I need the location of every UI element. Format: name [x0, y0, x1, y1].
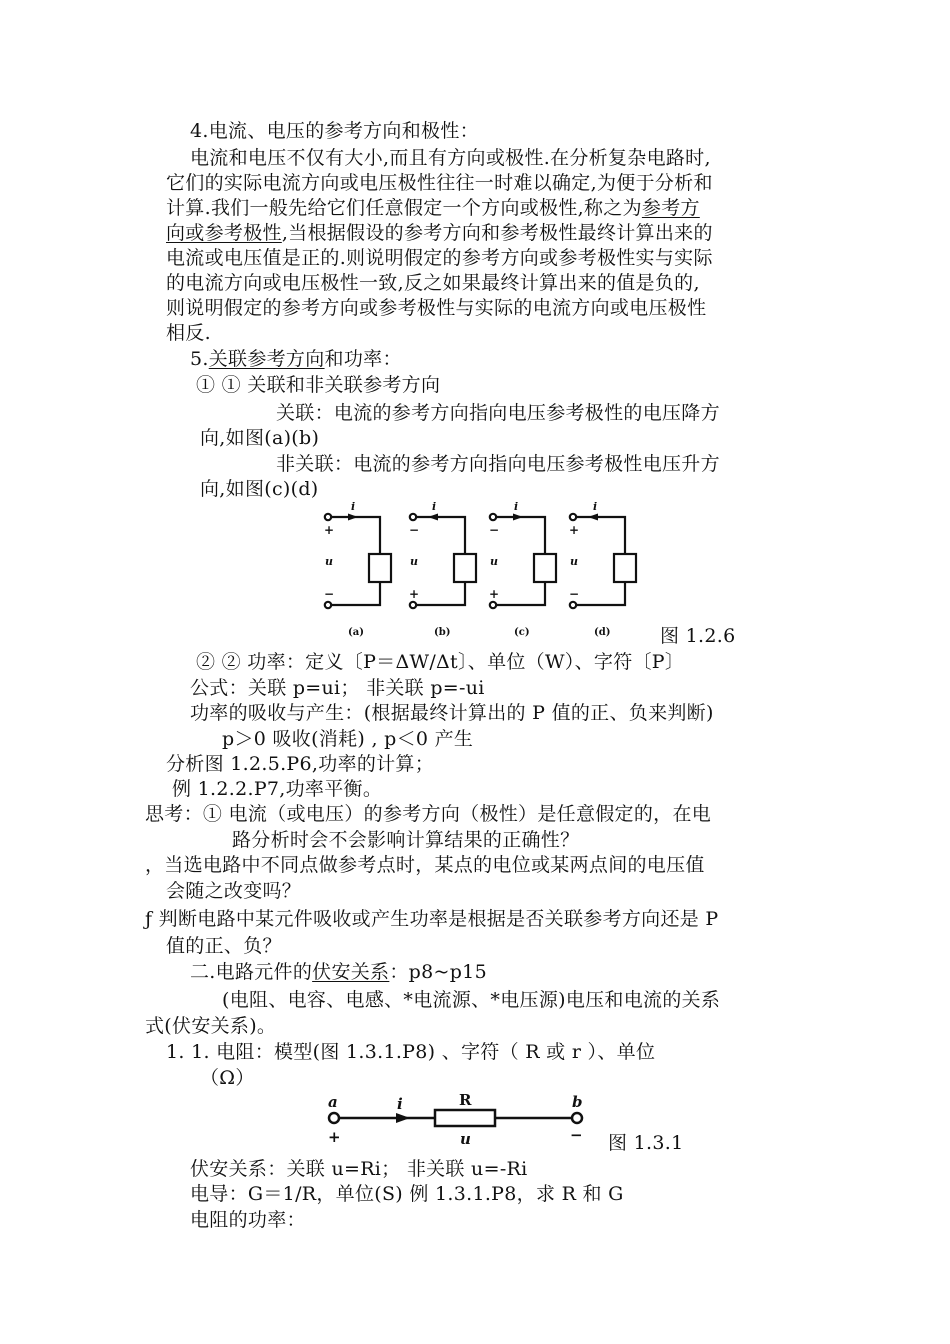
voltage-label: u	[490, 555, 498, 568]
figure-1-2-6-circuits	[318, 502, 648, 642]
question-line: 会随之改变吗？	[166, 880, 302, 902]
paragraph-line: 相反.	[166, 322, 211, 344]
paragraph-line: 伏安关系：关联 u=Ri； 非关联 u=-Ri	[190, 1158, 528, 1180]
paragraph-line: p＞0 吸收(消耗) , p＜0 产生	[222, 728, 474, 750]
paragraph-line: 1. 1. 电阻：模型(图 1.3.1.P8) 、字符（ R 或 r ）、单位	[166, 1041, 656, 1063]
subfigure-label-c: (c)	[514, 627, 530, 638]
paragraph-line: 功率的吸收与产生：(根据最终计算出的 P 值的正、负来判断)	[190, 702, 714, 724]
minus-sign: −	[409, 523, 420, 537]
paragraph-line: 电流或电压值是正的.则说明假定的参考方向或参考极性实与实际	[166, 247, 713, 269]
figure-1-3-1-resistor	[320, 1088, 595, 1150]
question-line: 思考：① 电流（或电压）的参考方向（极性）是任意假定的，在电	[145, 803, 712, 825]
paragraph-line: 的电流方向或电压极性一致,反之如果最终计算出来的值是负的,	[166, 272, 700, 294]
arrow-right-icon	[513, 514, 523, 521]
paragraph-line: 向或参考极性,当根据假设的参考方向和参考极性最终计算出来的	[166, 222, 713, 244]
current-label: i	[514, 502, 519, 513]
arrow-left-icon	[428, 514, 438, 521]
section-2-heading: 二.电路元件的伏安关系：p8~p15	[190, 961, 487, 983]
paragraph-line: 计算.我们一般先给它们任意假定一个方向或极性,称之为参考方	[166, 197, 700, 219]
node-label-b: b	[572, 1093, 583, 1111]
section-4-heading: 4.电流、电压的参考方向和极性：	[190, 120, 479, 142]
paragraph-line: 式(伏安关系)。	[145, 1015, 277, 1037]
term-underlined: 向或参考极性	[166, 222, 282, 244]
resistor-label: R	[459, 1091, 472, 1109]
minus-sign: −	[324, 587, 335, 601]
arrow-left-icon	[588, 514, 598, 521]
paragraph-line: 例 1.2.2.P7,功率平衡。	[172, 778, 383, 800]
paragraph-line: 公式：关联 p=ui； 非关联 p=-ui	[190, 677, 485, 699]
subsection-heading: ① ① 关联和非关联参考方向	[196, 374, 441, 396]
voltage-label: u	[410, 555, 418, 568]
arrow-right-icon	[396, 1113, 410, 1123]
paragraph-line: 向,如图(a)(b)	[200, 427, 320, 449]
current-label: i	[351, 502, 356, 513]
paragraph-line: (电阻、电容、电感、*电流源、*电压源)电压和电流的关系	[222, 989, 721, 1011]
figure-caption: 图 1.2.6	[660, 625, 736, 647]
paragraph-line: 电导：G＝1/R，单位(S) 例 1.3.1.P8，求 R 和 G	[190, 1183, 624, 1205]
subfigure-label-d: (d)	[594, 627, 611, 638]
minus-sign: −	[569, 587, 580, 601]
question-line: 路分析时会不会影响计算结果的正确性？	[232, 829, 580, 851]
paragraph-line: （Ω）	[200, 1067, 255, 1089]
current-label: i	[397, 1095, 403, 1113]
paragraph-line: 分析图 1.2.5.P6,功率的计算；	[166, 753, 435, 775]
figure-caption: 图 1.3.1	[608, 1132, 684, 1154]
voltage-label: u	[460, 1130, 471, 1148]
plus-sign: +	[324, 523, 335, 537]
subfigure-label-b: (b)	[434, 627, 451, 638]
plus-sign: +	[409, 587, 420, 601]
paragraph-line: 电阻的功率：	[190, 1209, 306, 1231]
paragraph-line: 向,如图(c)(d)	[200, 478, 319, 500]
current-label: i	[432, 502, 437, 513]
plus-sign: +	[569, 523, 580, 537]
arrow-right-icon	[348, 514, 358, 521]
current-label: i	[593, 502, 598, 513]
plus-sign: +	[328, 1128, 341, 1146]
paragraph-line: 非关联：电流的参考方向指向电压参考极性电压升方	[276, 453, 720, 475]
subfigure-label-a: (a)	[348, 627, 364, 638]
paragraph-line: 它们的实际电流方向或电压极性往往一时难以确定,为便于分析和	[166, 172, 713, 194]
question-line: ƒ 判断电路中某元件吸收或产生功率是根据是否关联参考方向还是 P	[145, 908, 719, 930]
paragraph-line: 关联：电流的参考方向指向电压参考极性的电压降方	[276, 402, 720, 424]
voltage-label: u	[570, 555, 578, 568]
minus-sign: −	[570, 1126, 583, 1144]
question-line: ，当选电路中不同点做参考点时，某点的电位或某两点间的电压值	[145, 854, 705, 876]
question-line: 值的正、负？	[166, 935, 282, 957]
subsection-heading: ② ② 功率：定义〔P＝ΔW/Δt〕、单位（W）、字符〔P〕	[196, 651, 685, 673]
section-5-heading: 5.关联参考方向和功率：	[190, 348, 402, 370]
node-label-a: a	[328, 1093, 338, 1111]
voltage-label: u	[325, 555, 333, 568]
paragraph-line: 则说明假定的参考方向或参考极性与实际的电流方向或电压极性	[166, 297, 707, 319]
term-underlined: 参考方	[641, 197, 700, 219]
minus-sign: −	[489, 523, 500, 537]
paragraph-line: 电流和电压不仅有大小,而且有方向或极性.在分析复杂电路时,	[190, 147, 711, 169]
plus-sign: +	[489, 587, 500, 601]
